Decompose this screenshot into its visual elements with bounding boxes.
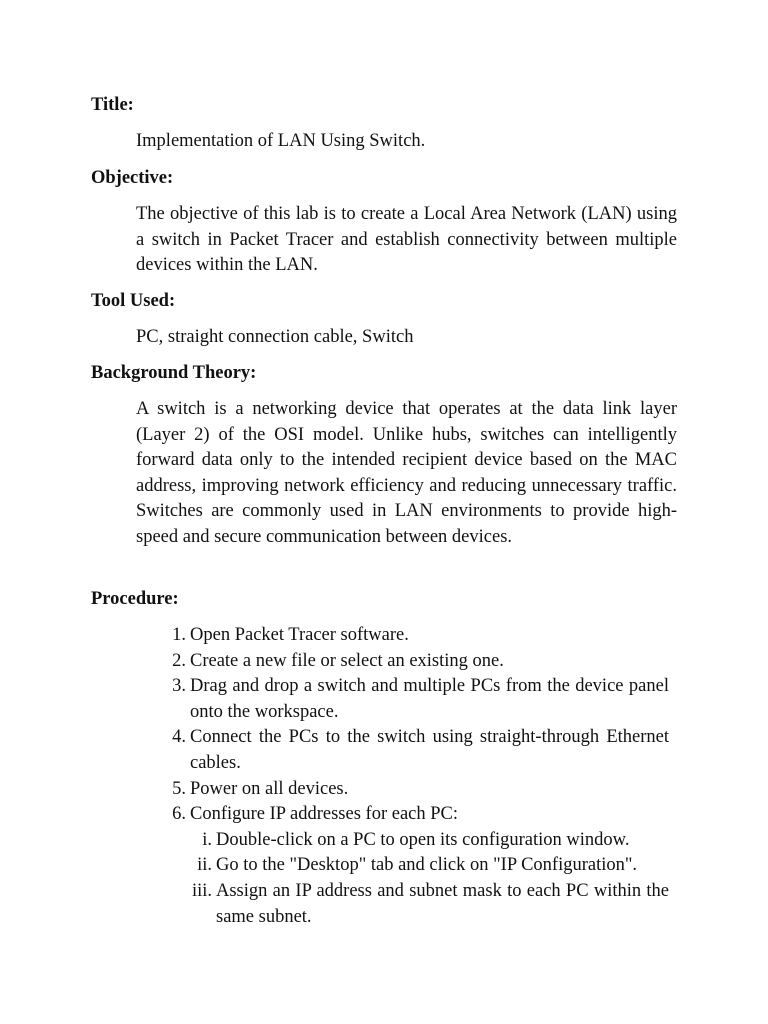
procedure-substep xyxy=(191,879,669,930)
title-text: Implementation of LAN Using Switch. xyxy=(136,131,426,151)
step-number: 4. xyxy=(172,727,186,748)
procedure-step xyxy=(172,777,669,803)
tools-heading: Tool Used: xyxy=(91,291,176,311)
procedure-step xyxy=(172,623,669,649)
step-number: 3. xyxy=(172,676,186,697)
step-number: 1. xyxy=(172,625,186,645)
step-text: Connect the PCs to the switch using straight-through Ethernet cables. xyxy=(190,727,669,773)
step-text: Open Packet Tracer software. xyxy=(190,625,409,645)
tools-text: PC, straight connection cable, Switch xyxy=(136,327,414,347)
procedure-heading: Procedure: xyxy=(91,589,179,609)
objective-text: The objective of this lab is to create a Local Area Network (LAN) using a switch in Packet Tracer and establish connectivity between multiple devices within the LAN. xyxy=(136,204,677,276)
substep-number: i. xyxy=(202,829,212,850)
substep-text: Double-click on a PC to open its configuration window. xyxy=(216,829,630,850)
procedure-substep xyxy=(197,853,669,879)
step-text: Drag and drop a switch and multiple PCs from the device panel onto the workspace. xyxy=(190,676,669,722)
procedure-step xyxy=(172,802,669,930)
procedure-substeps-list xyxy=(191,828,669,930)
procedure-step xyxy=(172,674,669,725)
substep-text: Assign an IP address and subnet mask to each PC within the same subnet. xyxy=(216,880,669,927)
step-text: Power on all devices. xyxy=(190,778,349,799)
procedure-substep xyxy=(202,828,669,854)
procedure-steps-list xyxy=(172,623,669,930)
theory-text: A switch is a networking device that operates at the data link layer (Layer 2) of the OSI model. Unlike hubs, switches can intelligently forward data only to the intended recipient device based on the MAC address, improving network efficiency and reducing unnecessary traffic. Switches are commonly used in LAN environments to provide high-speed and secure communication between devices. xyxy=(136,399,677,547)
objective-heading: Objective: xyxy=(91,168,174,188)
title-heading: Title: xyxy=(91,95,134,115)
substep-number: iii. xyxy=(191,880,212,901)
step-number: 2. xyxy=(172,650,186,671)
substep-text: Go to the "Desktop" tab and click on "IP Configuration". xyxy=(216,855,638,876)
step-text: Create a new file or select an existing one. xyxy=(190,650,504,671)
step-text: Configure IP addresses for each PC: xyxy=(190,804,459,825)
substep-number: ii. xyxy=(197,855,212,876)
step-number: 5. xyxy=(172,778,186,799)
step-number: 6. xyxy=(172,804,186,825)
procedure-step xyxy=(172,649,669,675)
theory-heading: Background Theory: xyxy=(91,363,257,383)
procedure-step xyxy=(172,725,669,776)
